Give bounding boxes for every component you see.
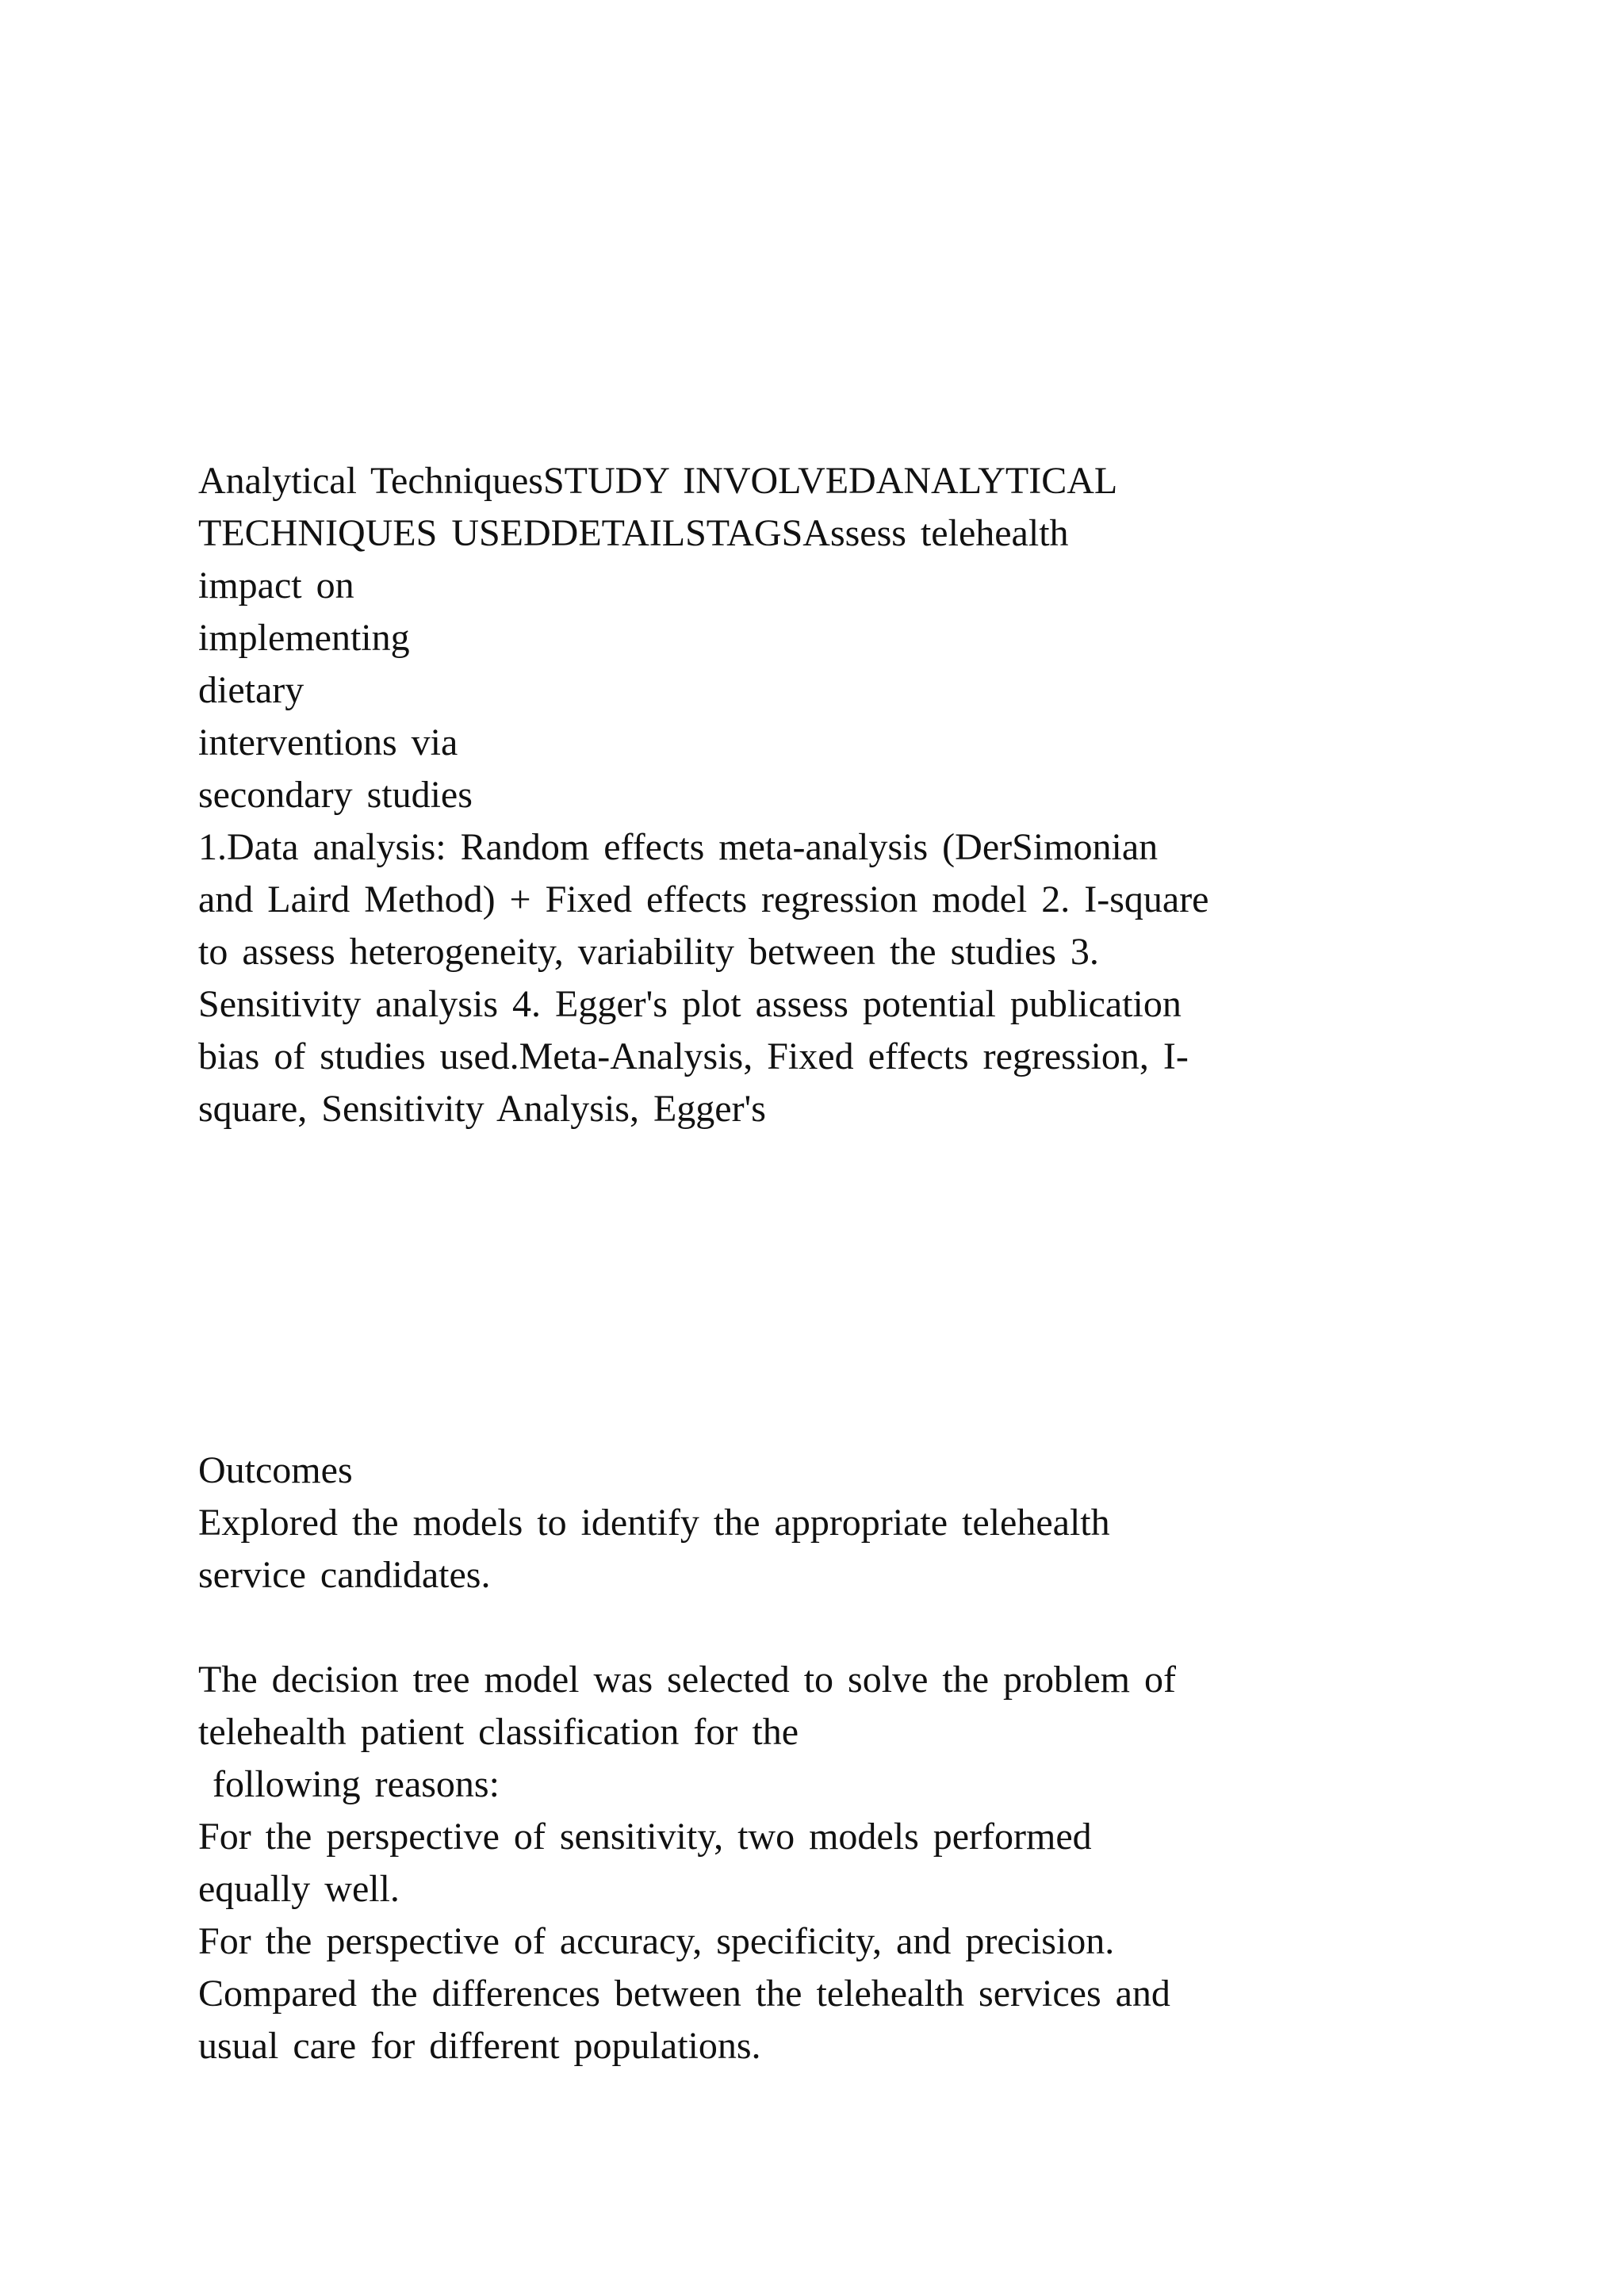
blank-line	[198, 1601, 1435, 1654]
text-line: impact on	[198, 564, 354, 607]
text-line: The decision tree model was selected to solve the problem of	[198, 1659, 1176, 1701]
text-line: Compared the differences between the telehealth services and	[198, 1973, 1170, 2015]
text-line: equally well.	[198, 1868, 400, 1910]
text-line: square, Sensitivity Analysis, Egger's	[198, 1088, 766, 1130]
text-line: 1.Data analysis: Random effects meta-analysis (DerSimonian	[198, 826, 1159, 868]
text-line: service candidates.	[198, 1554, 491, 1596]
text-line: bias of studies used.Meta-Analysis, Fixed effects regression, I-	[198, 1035, 1189, 1077]
text-line: usual care for different populations.	[198, 2025, 761, 2067]
text-line: Sensitivity analysis 4. Egger's plot assess potential publication	[198, 983, 1182, 1025]
text-line: and Laird Method) + Fixed effects regression model 2. I-square	[198, 878, 1209, 920]
text-line: implementing	[198, 617, 410, 659]
text-line: dietary	[198, 669, 304, 711]
text-line: For the perspective of accuracy, specificity, and precision.	[198, 1920, 1115, 1962]
section-heading: Outcomes	[198, 1449, 353, 1491]
text-line: Analytical TechniquesSTUDY INVOLVEDANALYTICAL	[198, 460, 1118, 502]
text-line: following reasons:	[198, 1763, 500, 1805]
text-line: interventions via	[198, 721, 458, 763]
outcomes-section	[198, 1445, 1435, 2072]
analytical-techniques-section	[198, 455, 1435, 1135]
text-line: Explored the models to identify the appropriate telehealth	[198, 1502, 1110, 1544]
text-line: For the perspective of sensitivity, two models performed	[198, 1816, 1092, 1858]
text-line: TECHNIQUES USEDDETAILSTAGSAssess telehealth	[198, 512, 1069, 554]
text-line: telehealth patient classification for the	[198, 1711, 799, 1753]
text-line: secondary studies	[198, 774, 473, 816]
text-line: to assess heterogeneity, variability between the studies 3.	[198, 931, 1099, 973]
